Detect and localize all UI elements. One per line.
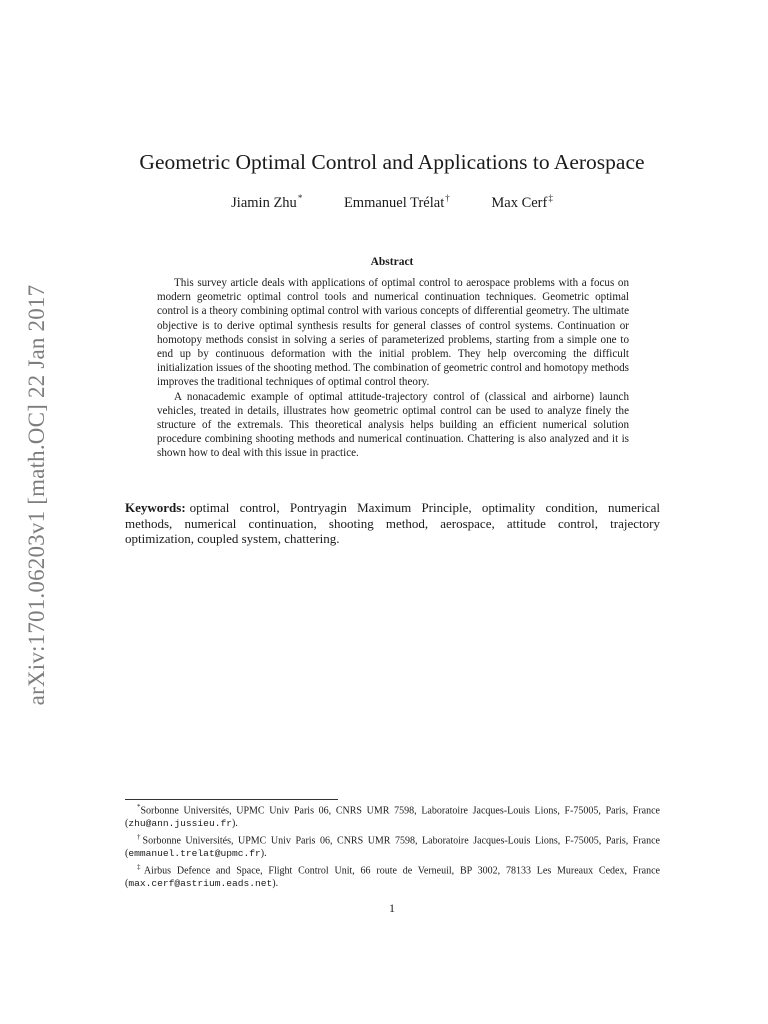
author-name: Max Cerf xyxy=(491,194,548,211)
author-footnote-mark: † xyxy=(445,193,450,203)
footnote-end: ). xyxy=(260,848,267,860)
author-name: Emmanuel Trélat xyxy=(343,194,445,211)
footnote-text: Airbus Defence and Space, Flight Control Unit, 66 route de Verneuil, BP 3002, 78133 Les Mureaux Cedex, France ( xyxy=(125,864,660,889)
abstract-heading: Abstract xyxy=(370,256,414,268)
author-footnote-mark: * xyxy=(297,193,303,203)
footnote xyxy=(125,861,660,890)
author xyxy=(231,193,302,212)
footnote-end: ). xyxy=(231,818,238,830)
author xyxy=(344,193,450,212)
arxiv-identifier-stamp: arXiv:1701.06203v1 [math.OC] 22 Jan 2017 xyxy=(24,284,49,706)
footnote xyxy=(125,831,660,860)
footnote-divider xyxy=(125,799,338,800)
author xyxy=(491,193,552,212)
abstract-body xyxy=(157,276,629,461)
footnotes xyxy=(125,801,660,890)
footnote-email[interactable]: max.cerf@astrium.eads.net xyxy=(128,877,273,889)
footnote-email[interactable]: emmanuel.trelat@upmc.fr xyxy=(128,848,261,860)
author-footnote-mark: ‡ xyxy=(548,193,553,203)
footnote-text: Sorbonne Universités, UPMC Univ Paris 06, CNRS UMR 7598, Laboratoire Jacques-Louis Lions, F-75005, Paris, France ( xyxy=(125,805,660,830)
footnote-text: Sorbonne Universités, UPMC Univ Paris 06, CNRS UMR 7598, Laboratoire Jacques-Louis Lions, F-75005, Paris, France ( xyxy=(125,835,660,860)
keywords-text: optimal control, Pontryagin Maximum Principle, optimality condition, numerical methods, numerical continuation, shooting method, aerospace, attitude control, trajectory optimization, coupled system, chattering. xyxy=(125,500,660,547)
paper-title: Geometric Optimal Control and Applications to Aerospace xyxy=(139,150,645,174)
footnote-email[interactable]: zhu@ann.jussieu.fr xyxy=(128,818,232,830)
footnote-mark: † xyxy=(137,832,143,841)
keywords-section xyxy=(125,500,660,547)
abstract-paragraph: A nonacademic example of optimal attitude-trajectory control of (classical and airborne) launch vehicles, treated in details, illustrates how geometric optimal control can be used to analyze finely the structure of the extremals. This theoretical analysis helps building an efficient numerical solution procedure combining shooting methods and numerical continuation. Chattering is also analyzed and it is shown how to deal with this issue in practice. xyxy=(157,390,629,460)
footnote xyxy=(125,801,660,830)
author-name: Jiamin Zhu xyxy=(231,194,297,211)
footnote-mark: ‡ xyxy=(137,862,144,871)
footnote-end: ). xyxy=(272,877,279,889)
abstract-paragraph: This survey article deals with applications of optimal control to aerospace problems with a focus on modern geometric optimal control tools and numerical continuation techniques. Geometric optimal control is a theory combining optimal control with various concepts of differential geometry. The ultimate objective is to derive optimal synthesis results for general classes of control systems. Continuation or homotopy methods consist in solving a series of parameterized problems, starting from a simple one to end up by continuous deformation with the initial problem. They help overcoming the difficult initialization issues of the shooting method. The combination of geometric control and homotopy methods improves the traditional techniques of optimal control theory. xyxy=(157,277,629,389)
author-list xyxy=(0,193,768,212)
page-number: 1 xyxy=(389,901,395,915)
keywords-label: Keywords: xyxy=(125,500,186,515)
footnote-mark: * xyxy=(137,803,141,811)
